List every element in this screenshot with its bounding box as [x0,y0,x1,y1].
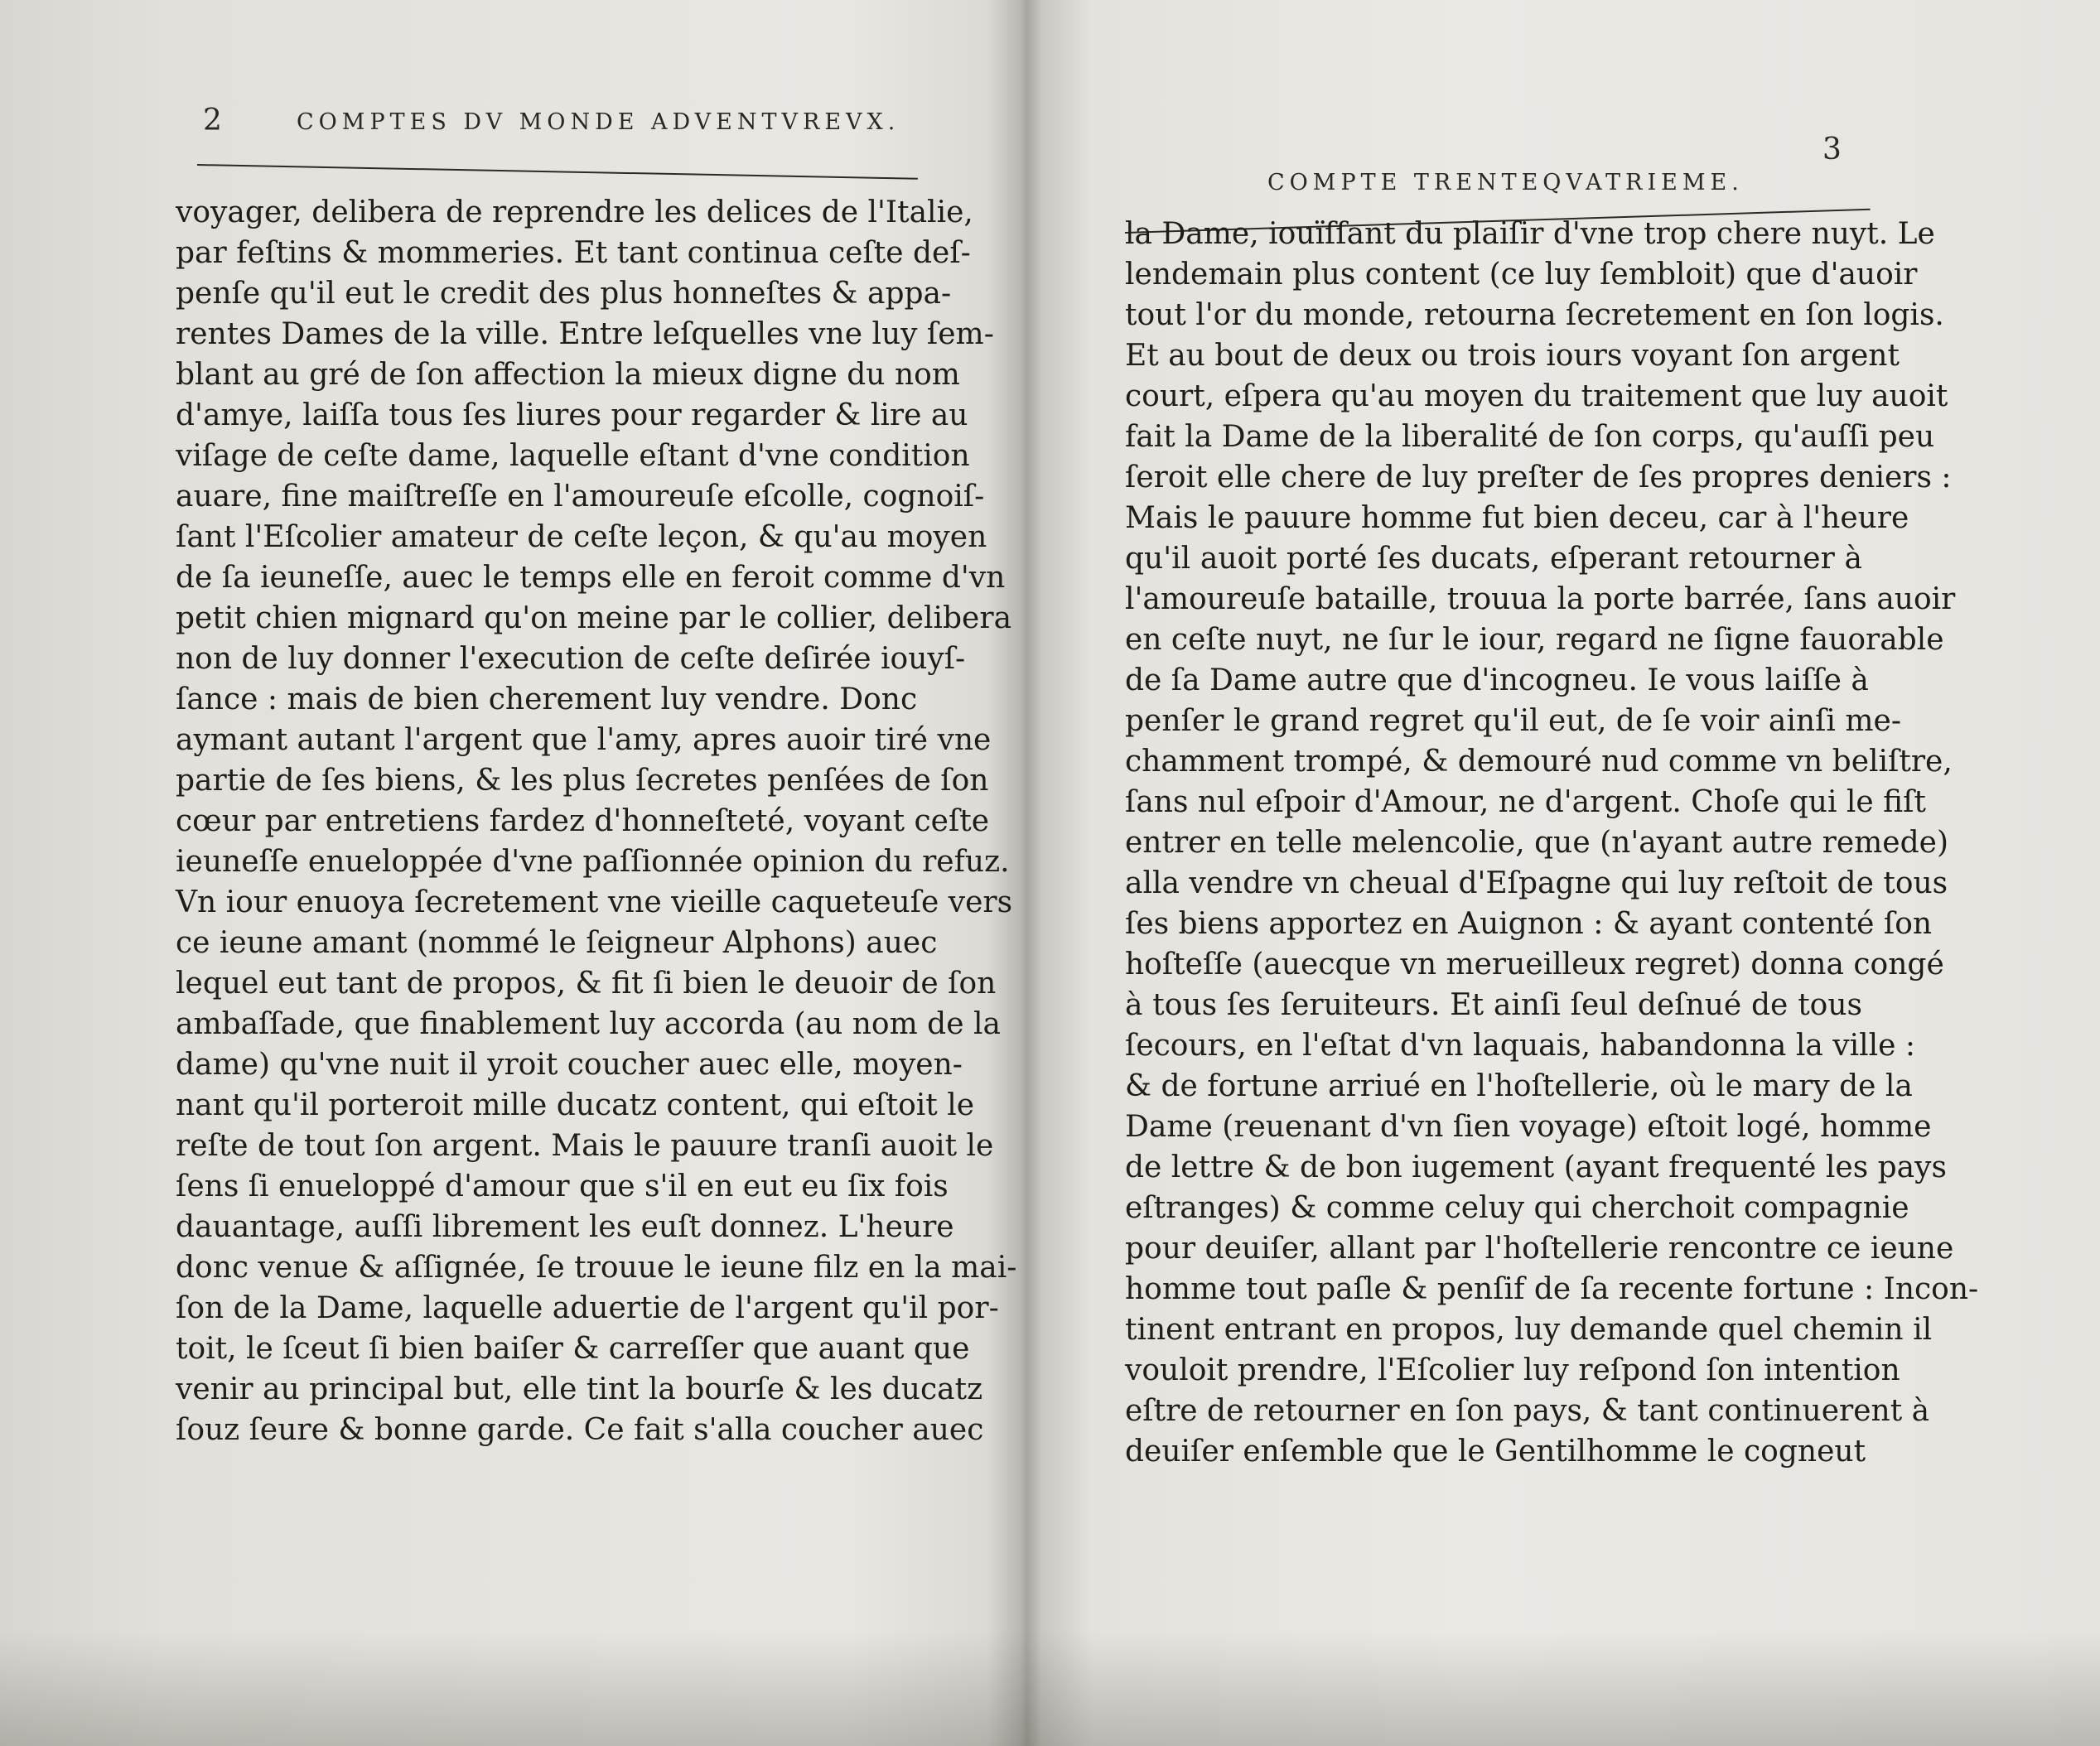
text-line: reſte de tout ſon argent. Mais le pauure tranſi auoit le [176,1129,994,1163]
page-number-left: 2 [203,104,222,137]
right-page [994,0,2100,1746]
text-line: de lettre & de bon iugement (ayant frequenté les pays [1125,1150,1947,1184]
text-line: lequel eut tant de propos, & fit ſi bien le deuoir de ſon [176,967,997,1001]
text-line: en ceſte nuyt, ne ſur le iour, regard ne ſigne fauorable [1125,623,1944,657]
text-line: tout l'or du monde, retourna ſecretement en ſon logis. [1125,298,1944,332]
text-line: aymant autant l'argent que l'amy, apres auoir tiré vne [176,723,992,757]
text-line: alla vendre vn cheual d'Eſpagne qui luy reſtoit de tous [1125,866,1948,900]
header-rule-left [197,164,918,180]
text-line: d'amye, laiſſa tous ſes liures pour regarder & lire au [176,398,968,432]
text-line: fait la Dame de la liberalité de ſon corps, qu'auſſi peu [1125,420,1935,454]
text-line: auare, fine maiſtreſſe en l'amoureuſe eſcolle, cognoiſ- [176,480,985,514]
text-line: Et au bout de deux ou trois iours voyant ſon argent [1125,339,1900,373]
text-line: viſage de ceſte dame, laquelle eſtant d'vne condition [176,439,970,473]
text-line: pour deuiſer, allant par l'hoſtellerie rencontre ce ieune [1125,1232,1954,1266]
text-line: Dame (reuenant d'vn ſien voyage) eſtoit logé, homme [1125,1110,1932,1144]
text-line: entrer en telle melencolie, que (n'ayant autre remede) [1125,826,1948,860]
left-page [0,0,1017,1746]
text-line: ieuneſſe enueloppée d'vne paſſionnée opinion du refuz. [176,845,1010,879]
text-line: venir au principal but, elle tint la bourſe & les ducatz [176,1372,983,1406]
text-line: eſtranges) & comme celuy qui cherchoit compagnie [1125,1191,1909,1225]
text-line: hoſteſſe (auecque vn merueilleux regret) donna congé [1125,948,1944,982]
text-line: partie de ſes biens, & les plus ſecretes penſées de ſon [176,764,989,798]
text-line: donc venue & aſſignée, ſe trouue le ieune filz en la mai- [176,1251,1017,1285]
text-line: nant qu'il porteroit mille ducatz content, qui eſtoit le [176,1088,975,1122]
text-line: ſecours, en l'eſtat d'vn laquais, habandonna la ville : [1125,1029,1915,1063]
text-line: petit chien mignard qu'on meine par le collier, delibera [176,601,1012,635]
text-line: homme tout paſle & penſif de ſa recente fortune : Incon- [1125,1272,1979,1306]
body-text-right [1125,214,1979,1472]
text-line: ſon de la Dame, laquelle aduertie de l'argent qu'il por- [176,1291,999,1325]
text-line: ſes biens apportez en Auignon : & ayant contenté ſon [1125,907,1933,941]
text-line: penſe qu'il eut le credit des plus honneſtes & appa- [176,277,952,311]
text-line: tinent entrant en propos, luy demande quel chemin il [1125,1313,1933,1347]
text-line: ambaſſade, que finablement luy accorda (au nom de la [176,1007,1001,1041]
text-line: la Dame, iouïſſant du plaiſir d'vne trop chere nuyt. Le [1125,217,1935,251]
page-number-right: 3 [1822,133,1842,166]
text-line: ſeroit elle chere de luy preſter de ſes propres deniers : [1125,461,1952,494]
text-line: qu'il auoit porté ſes ducats, eſperant retourner à [1125,542,1862,576]
text-line: ſans nul eſpoir d'Amour, ne d'argent. Choſe qui le fiſt [1125,785,1926,819]
text-line: non de luy donner l'execution de ceſte deſirée iouyſ- [176,642,966,676]
text-line: penſer le grand regret qu'il eut, de ſe voir ainſi me- [1125,704,1901,738]
text-line: ſens ſi enueloppé d'amour que s'il en eut eu ſix fois [176,1170,949,1203]
text-line: l'amoureuſe bataille, trouua la porte barrée, ſans auoir [1125,582,1956,616]
text-line: Vn iour enuoya ſecretement vne vieille caqueteuſe vers [176,885,1013,919]
text-line: ſant l'Eſcolier amateur de ceſte leçon, & qu'au moyen [176,520,987,554]
text-line: voyager, delibera de reprendre les delices de l'Italie, [176,195,973,229]
body-text-left [176,192,1017,1450]
text-line: rentes Dames de la ville. Entre leſquelles vne luy ſem- [176,317,994,351]
text-line: lendemain plus content (ce luy ſembloit) que d'auoir [1125,258,1918,292]
running-head-left: COMPTES DV MONDE ADVENTVREVX. [297,109,900,135]
text-line: deuiſer enſemble que le Gentilhomme le cogneut [1125,1435,1866,1469]
text-line: toit, le ſceut ſi bien baiſer & carreſſer que auant que [176,1332,970,1366]
text-line: de ſa Dame autre que d'incogneu. Ie vous laiſſe à [1125,663,1869,697]
text-line: dauantage, auſſi librement les euſt donnez. L'heure [176,1210,954,1244]
text-line: ce ieune amant (nommé le ſeigneur Alphons) auec [176,926,938,960]
text-line: eſtre de retourner en ſon pays, & tant continuerent à [1125,1394,1930,1428]
text-line: de ſa ieuneſſe, auec le temps elle en feroit comme d'vn [176,561,1006,595]
text-line: court, eſpera qu'au moyen du traitement que luy auoit [1125,379,1948,413]
text-line: & de fortune arriué en l'hoſtellerie, où le mary de la [1125,1069,1913,1103]
text-line: blant au gré de ſon affection la mieux digne du nom [176,358,960,392]
text-line: ſance : mais de bien cherement luy vendre. Donc [176,682,918,716]
text-line: dame) qu'vne nuit il yroit coucher auec elle, moyen- [176,1048,963,1082]
running-head-right: COMPTE TRENTEQVATRIEME. [1267,170,1744,195]
text-line: par feſtins & mommeries. Et tant continua ceſte deſ- [176,236,971,270]
text-line: ſouz ſeure & bonne garde. Ce fait s'alla coucher auec [176,1413,984,1447]
text-line: chamment trompé, & demouré nud comme vn beliſtre, [1125,745,1953,779]
text-line: vouloit prendre, l'Eſcolier luy reſpond ſon intention [1125,1353,1900,1387]
text-line: Mais le pauure homme fut bien deceu, car à l'heure [1125,501,1909,535]
text-line: à tous ſes ſeruiteurs. Et ainſi ſeul deſnué de tous [1125,988,1862,1022]
text-line: cœur par entretiens fardez d'honneſteté, voyant ceſte [176,804,990,838]
